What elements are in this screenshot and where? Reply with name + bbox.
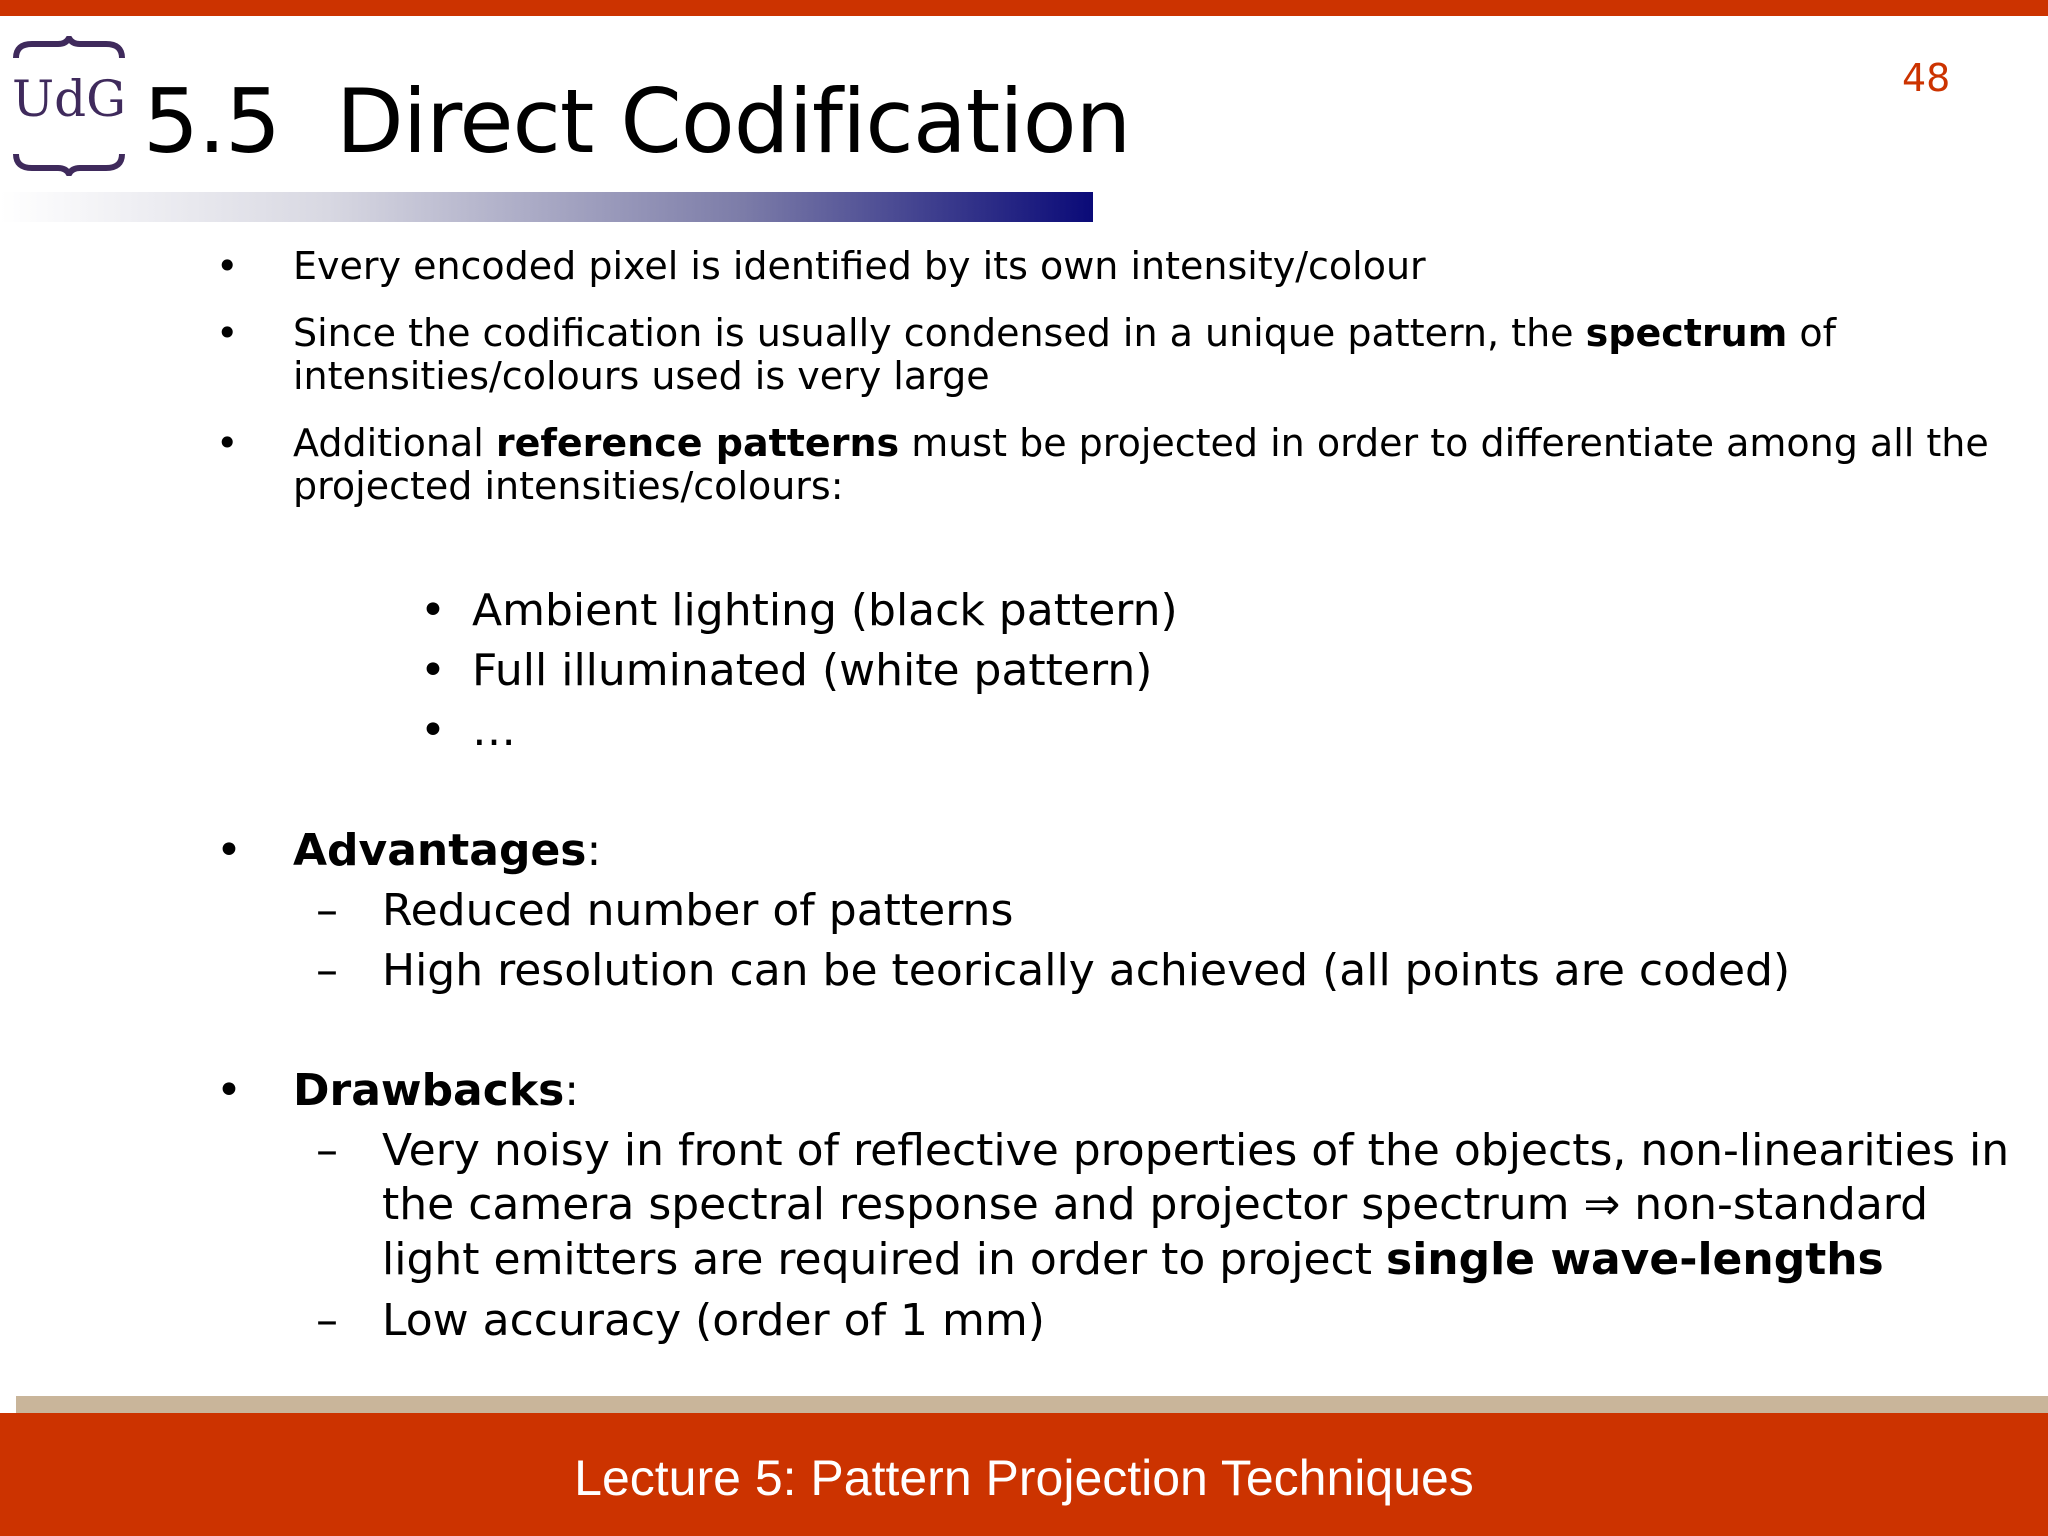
bullet-marker: • xyxy=(216,825,242,876)
bullet-marker: • xyxy=(216,311,239,355)
bullet-marker: • xyxy=(216,421,239,465)
bold-term: spectrum xyxy=(1585,311,1788,355)
logo-text: UdG xyxy=(11,70,127,128)
drawbacks-heading xyxy=(293,1066,579,1116)
sub-bullet-marker: • xyxy=(420,645,446,696)
drawback-item-line: the camera spectral response and projector spectrum ⇒ non-standard xyxy=(382,1179,1929,1230)
sub-bullet-item: Full illuminated (white pattern) xyxy=(472,645,1153,696)
dash-marker: – xyxy=(316,945,338,996)
footer-bar xyxy=(0,1413,2048,1536)
bullet-text-part: Additional xyxy=(293,421,496,465)
bullet-text: Every encoded pixel is identified by its own intensity/colour xyxy=(293,244,1426,288)
bold-term: single wave-lengths xyxy=(1386,1234,1884,1285)
advantages-label: Advantages xyxy=(293,825,587,876)
bullet-text-continued: intensities/colours used is very large xyxy=(293,354,990,398)
bullet-marker: • xyxy=(216,244,239,288)
bullet-text-continued: projected intensities/colours: xyxy=(293,464,844,508)
drawback-item-line: Very noisy in front of reflective properties of the objects, non-linearities in xyxy=(382,1125,2010,1176)
sub-bullet-item: … xyxy=(472,705,516,756)
colon: : xyxy=(564,1065,580,1116)
bold-term: reference patterns xyxy=(495,421,900,465)
bullet-marker: • xyxy=(216,1065,242,1116)
advantage-item: Reduced number of patterns xyxy=(382,885,1014,936)
dash-marker: – xyxy=(316,1125,338,1176)
bullet-text xyxy=(293,312,1836,355)
page-number: 48 xyxy=(1902,56,1951,100)
advantage-item: High resolution can be teorically achieved (all points are coded) xyxy=(382,945,1791,996)
bullet-text xyxy=(293,422,1989,465)
bottom-stripe xyxy=(16,1396,2048,1414)
drawbacks-label: Drawbacks xyxy=(293,1065,565,1116)
dash-marker: – xyxy=(316,885,338,936)
bullet-text-part: of xyxy=(1787,311,1837,355)
footer-title: Lecture 5: Pattern Projection Techniques xyxy=(574,1450,1474,1506)
sub-bullet-marker: • xyxy=(420,705,446,756)
section-number: 5.5 xyxy=(143,70,280,173)
advantages-heading xyxy=(293,826,601,876)
drawback-item: Low accuracy (order of 1 mm) xyxy=(382,1295,1045,1346)
sub-bullet-item: Ambient lighting (black pattern) xyxy=(472,585,1178,636)
bullet-text-part: Since the codification is usually condensed in a unique pattern, the xyxy=(293,311,1586,355)
drawback-item-line xyxy=(382,1235,1884,1285)
colon: : xyxy=(586,825,602,876)
bullet-text-part: must be projected in order to differentiate among all the xyxy=(899,421,1989,465)
sub-bullet-marker: • xyxy=(420,585,446,636)
drawback-text-part: light emitters are required in order to project xyxy=(382,1234,1386,1285)
dash-marker: – xyxy=(316,1295,338,1346)
title-text: Direct Codification xyxy=(335,70,1131,173)
